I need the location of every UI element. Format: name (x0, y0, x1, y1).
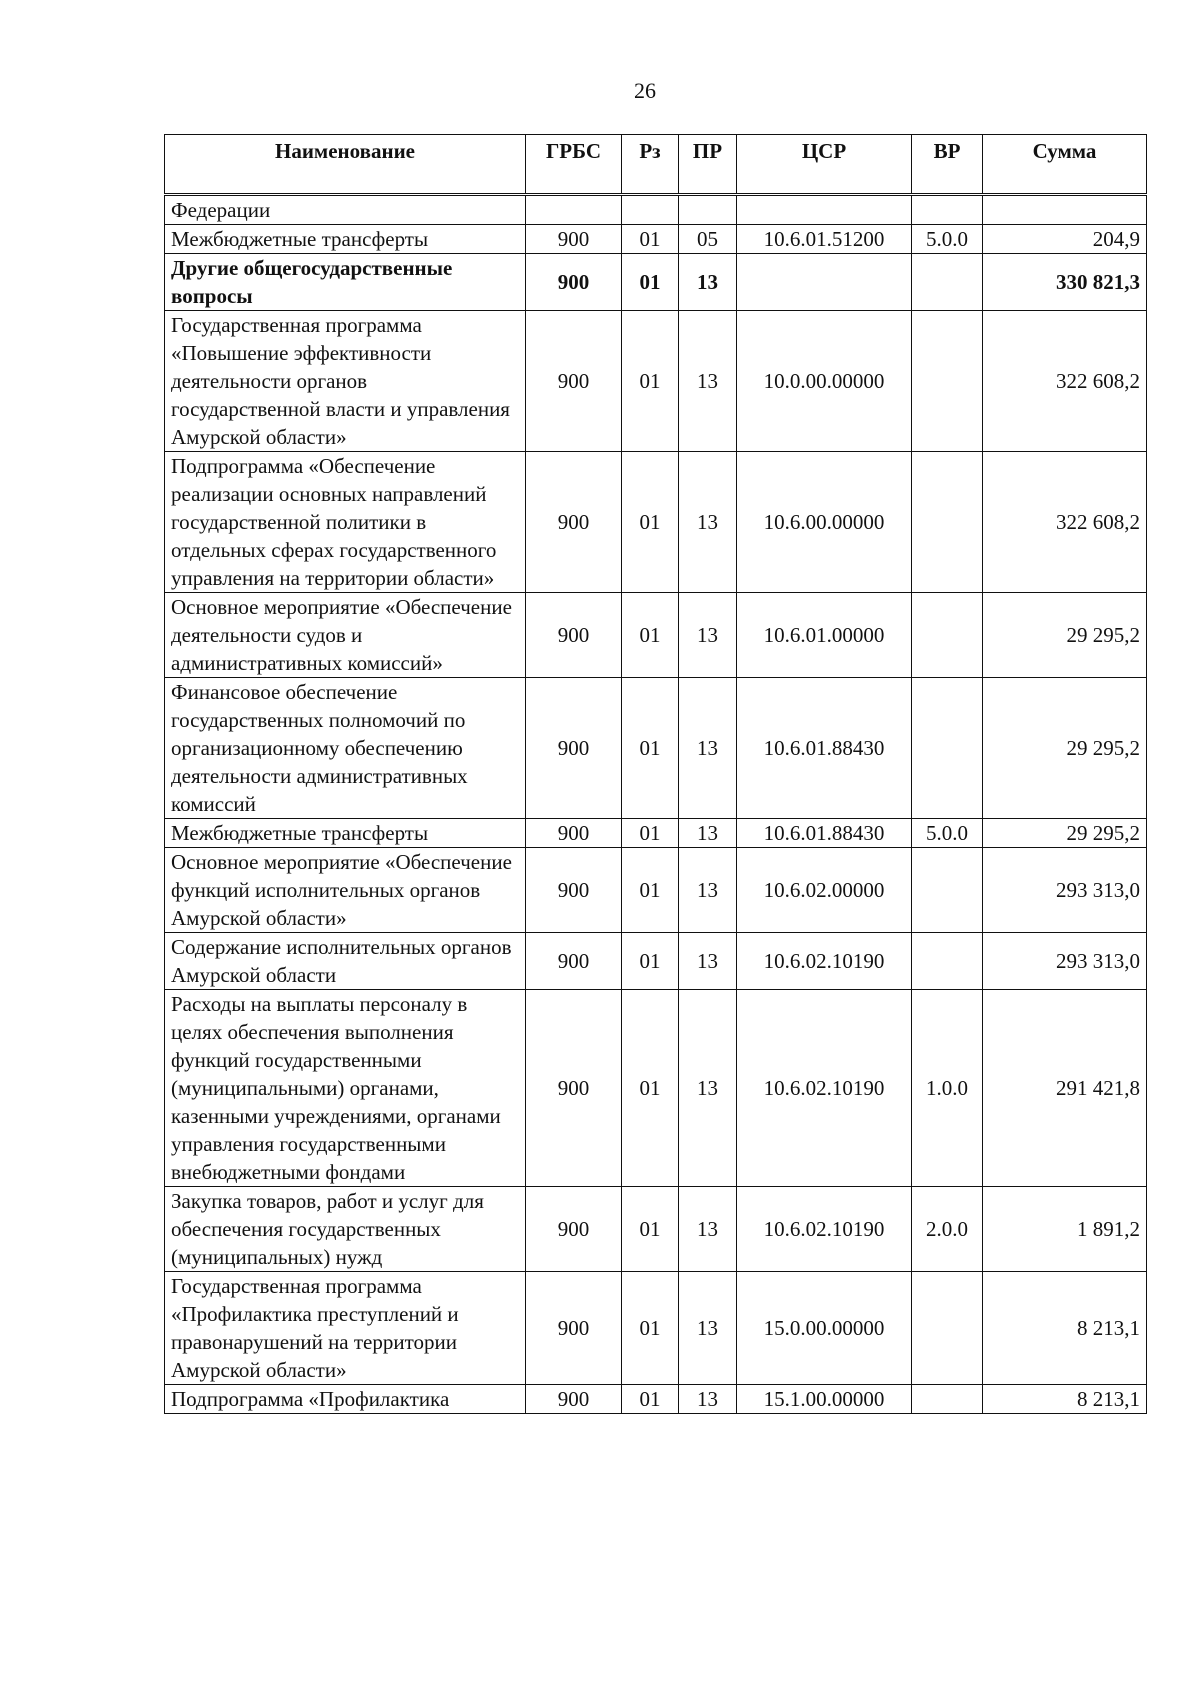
header-name: Наименование (165, 135, 526, 195)
row-grbs-cell (526, 195, 622, 225)
row-vr-cell (912, 1385, 983, 1414)
row-pr-cell: 13 (679, 933, 737, 990)
table-body (165, 195, 1147, 1414)
row-csr-cell: 10.6.01.88430 (737, 678, 912, 819)
row-vr-cell (912, 311, 983, 452)
row-grbs-cell: 900 (526, 1385, 622, 1414)
header-pr: ПР (679, 135, 737, 195)
row-pr-cell: 13 (679, 848, 737, 933)
row-sum-cell: 330 821,3 (983, 254, 1147, 311)
row-csr-cell: 10.6.02.10190 (737, 990, 912, 1187)
table-row (165, 593, 1147, 678)
row-vr-cell (912, 933, 983, 990)
row-grbs-cell: 900 (526, 848, 622, 933)
header-csr: ЦСР (737, 135, 912, 195)
row-name-cell: Основное мероприятие «Обеспечение функций исполнительных органов Амурской области» (165, 848, 526, 933)
row-vr-cell (912, 848, 983, 933)
row-sum-cell: 29 295,2 (983, 678, 1147, 819)
row-sum-cell: 29 295,2 (983, 819, 1147, 848)
table-row (165, 1272, 1147, 1385)
row-name-cell: Подпрограмма «Профилактика (165, 1385, 526, 1414)
row-pr-cell (679, 195, 737, 225)
row-sum-cell (983, 195, 1147, 225)
row-vr-cell (912, 678, 983, 819)
row-vr-cell: 1.0.0 (912, 990, 983, 1187)
table-row (165, 225, 1147, 254)
row-grbs-cell: 900 (526, 225, 622, 254)
row-csr-cell: 10.6.01.00000 (737, 593, 912, 678)
row-pr-cell: 13 (679, 311, 737, 452)
row-grbs-cell: 900 (526, 678, 622, 819)
row-grbs-cell: 900 (526, 1187, 622, 1272)
row-sum-cell: 1 891,2 (983, 1187, 1147, 1272)
row-vr-cell (912, 195, 983, 225)
table-row (165, 195, 1147, 225)
row-name-cell: Государственная программа «Профилактика преступлений и правонарушений на территории Амурской области» (165, 1272, 526, 1385)
row-csr-cell: 10.6.02.00000 (737, 848, 912, 933)
row-rz-cell: 01 (622, 254, 679, 311)
row-pr-cell: 13 (679, 990, 737, 1187)
row-rz-cell: 01 (622, 819, 679, 848)
row-pr-cell: 05 (679, 225, 737, 254)
table-row (165, 678, 1147, 819)
table-row (165, 990, 1147, 1187)
row-rz-cell (622, 195, 679, 225)
table-row (165, 254, 1147, 311)
row-sum-cell: 322 608,2 (983, 452, 1147, 593)
row-pr-cell: 13 (679, 678, 737, 819)
row-csr-cell: 10.6.02.10190 (737, 1187, 912, 1272)
page-number: 26 (634, 78, 656, 103)
row-sum-cell: 293 313,0 (983, 933, 1147, 990)
row-rz-cell: 01 (622, 678, 679, 819)
row-vr-cell (912, 452, 983, 593)
row-grbs-cell: 900 (526, 311, 622, 452)
row-sum-cell: 8 213,1 (983, 1385, 1147, 1414)
row-csr-cell: 10.6.01.88430 (737, 819, 912, 848)
row-rz-cell: 01 (622, 990, 679, 1187)
table-row (165, 1187, 1147, 1272)
row-rz-cell: 01 (622, 1187, 679, 1272)
row-rz-cell: 01 (622, 1272, 679, 1385)
header-grbs: ГРБС (526, 135, 622, 195)
row-vr-cell: 2.0.0 (912, 1187, 983, 1272)
row-name-cell: Федерации (165, 195, 526, 225)
row-csr-cell (737, 195, 912, 225)
row-sum-cell: 322 608,2 (983, 311, 1147, 452)
row-name-cell: Другие общегосударственные вопросы (165, 254, 526, 311)
row-vr-cell (912, 254, 983, 311)
row-pr-cell: 13 (679, 254, 737, 311)
row-rz-cell: 01 (622, 311, 679, 452)
row-sum-cell: 293 313,0 (983, 848, 1147, 933)
row-name-cell: Расходы на выплаты персоналу в целях обеспечения выполнения функций государственными (муниципальными) органами, казенными учреждениями, органами управления государственными внебюджетными фондами (165, 990, 526, 1187)
table-row (165, 819, 1147, 848)
budget-table (164, 134, 1147, 1414)
header-vr: ВР (912, 135, 983, 195)
row-pr-cell: 13 (679, 593, 737, 678)
row-name-cell: Закупка товаров, работ и услуг для обеспечения государственных (муниципальных) нужд (165, 1187, 526, 1272)
row-rz-cell: 01 (622, 1385, 679, 1414)
row-csr-cell: 10.0.00.00000 (737, 311, 912, 452)
table-header-row (165, 135, 1147, 195)
table-row (165, 452, 1147, 593)
row-rz-cell: 01 (622, 225, 679, 254)
row-csr-cell: 10.6.00.00000 (737, 452, 912, 593)
row-pr-cell: 13 (679, 819, 737, 848)
row-name-cell: Содержание исполнительных органов Амурской области (165, 933, 526, 990)
row-grbs-cell: 900 (526, 452, 622, 593)
row-pr-cell: 13 (679, 452, 737, 593)
row-vr-cell: 5.0.0 (912, 819, 983, 848)
row-csr-cell: 15.1.00.00000 (737, 1385, 912, 1414)
row-name-cell: Межбюджетные трансферты (165, 819, 526, 848)
row-csr-cell (737, 254, 912, 311)
table-row (165, 311, 1147, 452)
row-pr-cell: 13 (679, 1187, 737, 1272)
row-rz-cell: 01 (622, 933, 679, 990)
row-name-cell: Основное мероприятие «Обеспечение деятельности судов и административных комиссий» (165, 593, 526, 678)
table-row (165, 933, 1147, 990)
row-name-cell: Государственная программа «Повышение эффективности деятельности органов государственной власти и управления Амурской области» (165, 311, 526, 452)
row-grbs-cell: 900 (526, 254, 622, 311)
row-sum-cell: 291 421,8 (983, 990, 1147, 1187)
row-vr-cell: 5.0.0 (912, 225, 983, 254)
header-rz: Рз (622, 135, 679, 195)
row-grbs-cell: 900 (526, 933, 622, 990)
row-grbs-cell: 900 (526, 1272, 622, 1385)
row-vr-cell (912, 1272, 983, 1385)
row-name-cell: Подпрограмма «Обеспечение реализации основных направлений государственной политики в отдельных сферах государственного управления на территории области» (165, 452, 526, 593)
table-row (165, 848, 1147, 933)
row-sum-cell: 204,9 (983, 225, 1147, 254)
row-name-cell: Межбюджетные трансферты (165, 225, 526, 254)
row-sum-cell: 29 295,2 (983, 593, 1147, 678)
table-row (165, 1385, 1147, 1414)
row-rz-cell: 01 (622, 593, 679, 678)
row-csr-cell: 10.6.01.51200 (737, 225, 912, 254)
row-rz-cell: 01 (622, 452, 679, 593)
row-grbs-cell: 900 (526, 990, 622, 1187)
row-grbs-cell: 900 (526, 593, 622, 678)
row-name-cell: Финансовое обеспечение государственных полномочий по организационному обеспечению деятельности административных комиссий (165, 678, 526, 819)
row-rz-cell: 01 (622, 848, 679, 933)
row-pr-cell: 13 (679, 1272, 737, 1385)
row-csr-cell: 10.6.02.10190 (737, 933, 912, 990)
row-csr-cell: 15.0.00.00000 (737, 1272, 912, 1385)
header-sum: Сумма (983, 135, 1147, 195)
row-vr-cell (912, 593, 983, 678)
row-grbs-cell: 900 (526, 819, 622, 848)
row-pr-cell: 13 (679, 1385, 737, 1414)
row-sum-cell: 8 213,1 (983, 1272, 1147, 1385)
